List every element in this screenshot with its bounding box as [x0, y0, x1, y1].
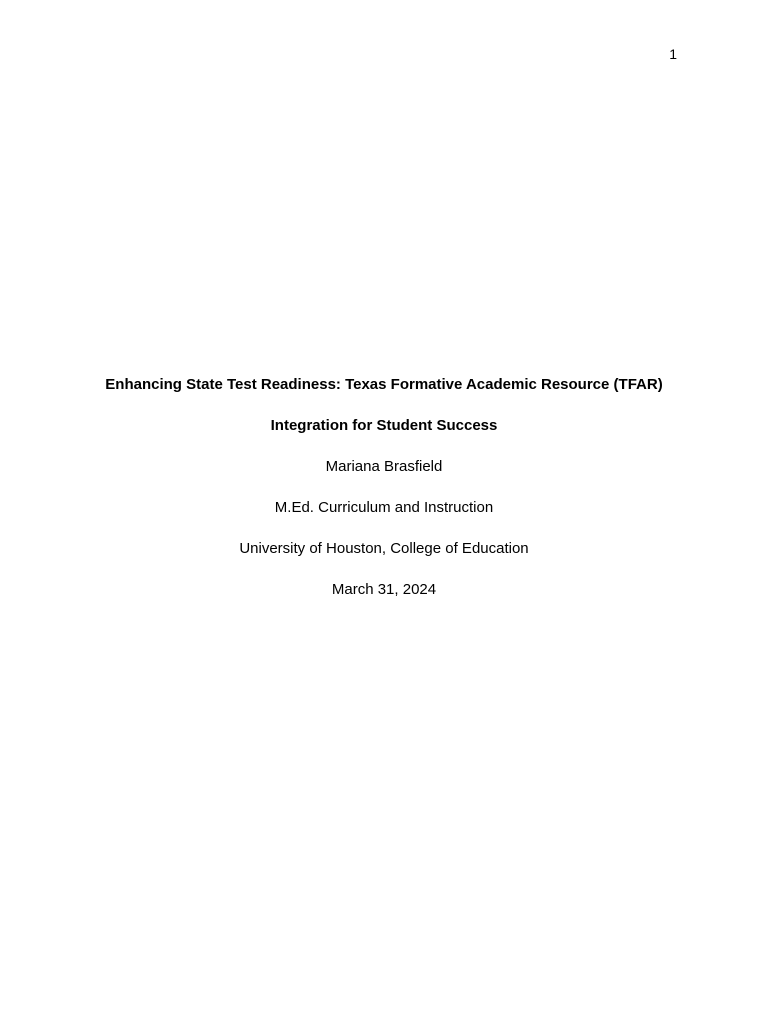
page-number: 1 [669, 46, 677, 62]
author-name: Mariana Brasfield [325, 458, 443, 475]
line-gap [0, 395, 768, 416]
title-line-1: Enhancing State Test Readiness: Texas Formative Academic Resource (TFAR) [105, 376, 663, 393]
title-page-block [0, 375, 768, 600]
line-gap [0, 559, 768, 580]
line-gap [0, 477, 768, 498]
institution-name: University of Houston, College of Education [239, 540, 529, 557]
line-gap [0, 518, 768, 539]
title-line-2: Integration for Student Success [270, 417, 498, 434]
document-date: March 31, 2024 [331, 581, 437, 598]
program-name: M.Ed. Curriculum and Instruction [274, 499, 494, 516]
line-gap [0, 436, 768, 457]
